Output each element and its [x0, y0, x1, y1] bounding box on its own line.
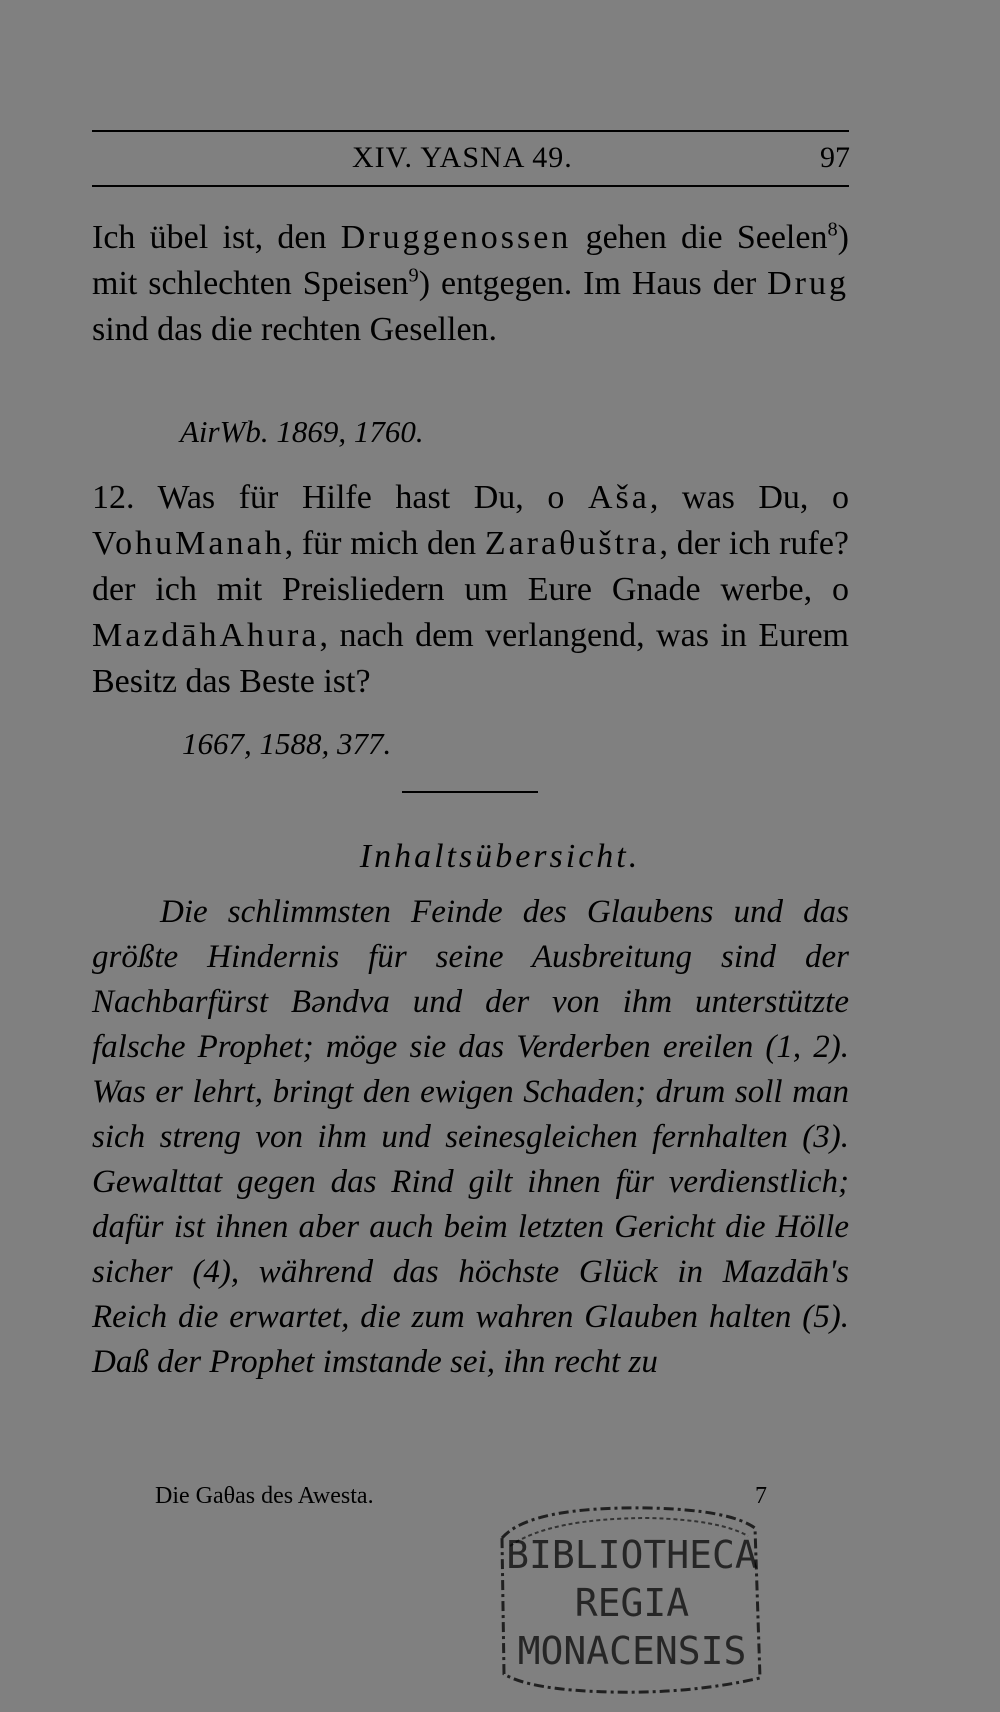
- footer-signature: 7: [755, 1483, 767, 1509]
- section-summary: Die schlimmsten Feinde des Glaubens und das größte Hindernis für seine Ausbreitung sind der Nachbarfürst Bəndva und der von ihm unterstützte falsche Prophet; möge sie das Verderben ereilen (1, 2). Was er lehrt, bringt den ewigen Schaden; drum soll man sich streng von ihm und seinesgleichen fernhalten (3). Gewalttat gegen das Rind gilt ihnen für verdienstlich; dafür ist ihnen aber auch beim letzten Gericht die Hölle sicher (4), während das höchste Glück in Mazdāh's Reich die erwartet, die zum wahren Glauben halten (5). Daß der Prophet imstande sei, ihn recht zu: [92, 894, 849, 1380]
- header-rule-top: [92, 130, 849, 132]
- stamp-line-2: REGIA: [574, 1581, 690, 1625]
- text-segment: sind das die rechten Gesellen.: [92, 311, 498, 348]
- reference-numbers: 1667, 1588, 377.: [182, 726, 392, 761]
- text-segment: , nach dem verlangend, was in Eurem Besitz das Beste ist?: [92, 617, 849, 700]
- footnote-marker-9: 9: [408, 264, 419, 287]
- header-rule-bottom: [92, 185, 849, 187]
- verse-12-paragraph: [92, 475, 849, 705]
- term-asa: Aša: [587, 479, 650, 516]
- verse-12: [92, 475, 849, 705]
- term-vohu-manah: VohuManah: [92, 525, 285, 562]
- term-druggenossen: Druggenossen: [340, 219, 572, 256]
- footer-book-title: Die Gaθas des Awesta.: [155, 1483, 374, 1509]
- text-segment: , für mich den: [284, 525, 485, 562]
- running-head-title: XIV. YASNA 49.: [352, 141, 573, 174]
- text-segment: Ich übel ist, den: [92, 219, 341, 256]
- section-heading: Inhaltsübersicht.: [359, 838, 641, 875]
- stamp-line-3: MONACENSIS: [517, 1629, 747, 1673]
- reference-airwb: AirWb. 1869, 1760.: [180, 414, 424, 449]
- page-number: 97: [820, 141, 850, 174]
- text-segment: , was Du, o: [649, 479, 850, 516]
- term-mazdah-ahura: MazdāhAhura: [92, 617, 320, 654]
- footnote-marker-8: 8: [827, 218, 838, 241]
- section-separator: [402, 791, 538, 793]
- text-segment: ) mit schlechten Speisen: [92, 219, 849, 302]
- verse-11-continuation: [92, 215, 849, 353]
- text-segment: , der ich rufe? der ich mit Preisliedern um Eure Gnade werbe, o: [92, 525, 849, 608]
- text-segment: ) entgegen. Im Haus der: [418, 265, 768, 302]
- library-stamp: [490, 1498, 780, 1698]
- term-drug: Drug: [767, 265, 849, 302]
- stamp-line-1: BIBLIOTHECA: [506, 1533, 758, 1577]
- verse-11-paragraph: [92, 215, 849, 353]
- term-zarathustra: Zaraθuštra: [484, 525, 660, 562]
- text-segment: gehen die Seelen: [571, 219, 828, 256]
- text-segment: 12. Was für Hilfe hast Du, o: [92, 479, 588, 516]
